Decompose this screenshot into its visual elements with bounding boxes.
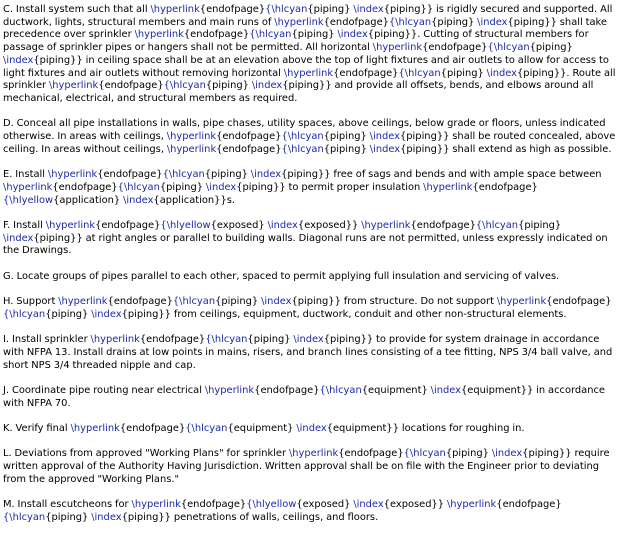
latex-command: {\hlcyan (487, 42, 530, 54)
text-run: {piping} (529, 42, 573, 54)
latex-command: {\hlcyan (3, 308, 46, 320)
text-run: {equipment}} in accordance with NFPA 70. (3, 384, 605, 409)
text-run: {piping}} shall extend as high as possible. (400, 143, 612, 155)
text-run: E. Install (3, 169, 48, 181)
latex-command: \index (91, 308, 122, 320)
text-run: {piping}} require written approval of the Authority Having Jurisdiction. Written approval shall be on file with the Engineer prior to deviating from the approved "Working Plans." (3, 448, 610, 485)
latex-command: \hyperlink (45, 219, 96, 231)
text-run: {application} (53, 194, 124, 206)
text-run: {endofpage} (97, 169, 163, 181)
latex-command: \hyperlink (90, 334, 140, 346)
text-run: {piping} (204, 169, 251, 181)
latex-command: \index (205, 181, 237, 193)
latex-command: \hyperlink (283, 67, 334, 79)
text-run: K. Verify final (3, 423, 71, 435)
latex-command: \index (353, 499, 384, 511)
latex-command: \hyperlink (3, 181, 53, 193)
text-run: {piping} (247, 334, 294, 346)
text-run: {piping} (323, 143, 370, 155)
text-run: J. Coordinate pipe routing near electrical (3, 384, 205, 396)
text-run: F. Install (3, 219, 46, 231)
text-run: {equipment} (361, 384, 431, 396)
latex-command: \hyperlink (48, 80, 99, 92)
latex-command: {\hlcyan (162, 169, 205, 181)
latex-command: \index (267, 219, 298, 231)
latex-command: \hyperlink (70, 423, 120, 435)
text-run: {piping}} penetrations of walls, ceilings, and floors. (121, 511, 379, 523)
latex-command: \index (353, 4, 384, 15)
latex-command: {\hlcyan (281, 131, 324, 143)
text-run: {piping} (205, 80, 252, 92)
text-run: {piping} (215, 296, 262, 308)
text-run: {equipment} (227, 423, 297, 435)
text-run: {endofpage} (216, 131, 282, 143)
latex-command: \hyperlink (166, 143, 217, 155)
paragraph-c (3, 4, 619, 106)
latex-command: \hyperlink (134, 29, 184, 41)
latex-command: \index (91, 511, 122, 523)
latex-command: \hyperlink (47, 169, 98, 181)
latex-command: \hyperlink (288, 448, 339, 460)
text-run: {endofpage} (139, 334, 206, 346)
text-run: {endofpage} (338, 448, 404, 460)
latex-command: {\hlcyan (185, 423, 228, 435)
text-run: {endofpage} (216, 143, 282, 155)
text-run: {endofpage} (472, 181, 538, 193)
text-run: L. Deviations from approved "Working Plans" for sprinkler (3, 448, 289, 460)
paragraph-j (3, 385, 619, 410)
text-run: {piping} (291, 29, 338, 41)
latex-command: \index (491, 448, 523, 460)
paragraph-d (3, 118, 619, 156)
latex-command: \index (123, 194, 154, 206)
latex-command: \index (477, 16, 508, 28)
text-run: {piping}} shall be routed concealed, above ceiling. In areas without ceilings, (3, 131, 616, 155)
text-run: G. Locate groups of pipes parallel to each other, spaced to permit applying full insulation and servicing of valves. (3, 270, 560, 282)
text-run: {endofpage} (323, 16, 389, 28)
text-run: {endofpage} (95, 219, 161, 231)
latex-command: \hyperlink (274, 16, 324, 28)
latex-command: \index (3, 232, 34, 244)
paragraph-g (3, 271, 619, 284)
text-run: {equipment}} locations for roughing in. (326, 423, 525, 435)
latex-command: \hyperlink (166, 131, 217, 143)
text-run: {piping}} from structure. Do not support (291, 296, 497, 308)
text-run: {piping} (159, 181, 206, 193)
text-run: {endofpage} (496, 499, 562, 511)
text-run: {piping} (45, 308, 92, 320)
text-run: {endofpage} (52, 181, 118, 193)
text-run: {exposed}} (383, 499, 447, 511)
text-run: {piping}}. Cutting of structural members for passage of sprinkler pipes or hangers shall not be permitted. All horizontal (3, 29, 589, 54)
latex-command: \index (251, 80, 283, 92)
latex-command: \hyperlink (496, 296, 547, 308)
paragraph-l (3, 448, 619, 486)
text-run: H. Support (3, 296, 59, 308)
text-run: {endofpage} (107, 296, 173, 308)
text-run: {endofpage} (183, 29, 250, 41)
latex-command: \index (430, 384, 461, 396)
latex-command: \index (3, 54, 34, 66)
text-run: {endofpage} (98, 80, 164, 92)
latex-command: \hyperlink (423, 181, 473, 193)
text-run: {endofpage} (546, 296, 612, 308)
latex-command: {\hlcyan (403, 448, 446, 460)
latex-command: \hyperlink (446, 499, 497, 511)
paragraph-h (3, 296, 619, 321)
latex-command: {\hlyellow (160, 219, 211, 231)
text-run: {piping} (518, 219, 562, 231)
latex-command: {\hlcyan (249, 29, 292, 41)
latex-command: {\hlcyan (319, 384, 362, 396)
text-run: {endofpage} (333, 67, 399, 79)
latex-command: \hyperlink (361, 219, 411, 231)
latex-command: \index (293, 334, 324, 346)
latex-command: \hyperlink (372, 42, 423, 54)
text-run: {piping} (431, 16, 478, 28)
text-run: {endofpage} (119, 423, 186, 435)
latex-command: \index (296, 423, 327, 435)
text-run: {piping}} to provide for system drainage in accordance with NFPA 13. Install drains at low points in mains, risers, and branch lines consisting of a tee fitting, NPS 3/4 ball valve, and short NPS 3/4 threaded nipple and cap. (3, 334, 613, 371)
latex-command: {\hlcyan (117, 181, 160, 193)
latex-command: \hyperlink (131, 499, 181, 511)
text-run: M. Install escutcheons for (3, 499, 132, 511)
text-run: {exposed} (210, 219, 268, 231)
latex-command: {\hlcyan (281, 143, 324, 155)
paragraph-m (3, 499, 619, 524)
latex-command: {\hlcyan (172, 296, 216, 308)
text-run: {piping}} at right angles or parallel to building walls. Diagonal runs are not permitted, unless expressly indicated on the Drawings. (3, 232, 608, 257)
latex-command: \index (250, 169, 282, 181)
paragraph-k (3, 423, 619, 436)
latex-command: \hyperlink (58, 296, 108, 308)
text-run: {piping}} is rigidly secured and supported. All ductwork, lights, structural members and main runs of (3, 4, 613, 28)
text-run: I. Install sprinkler (3, 334, 91, 346)
text-run: {endofpage} (254, 384, 320, 396)
text-run: {endofpage} (180, 499, 247, 511)
text-run: {piping} (323, 131, 370, 143)
latex-command: {\hlcyan (398, 67, 441, 79)
text-run: {piping}}. Route all sprinkler (3, 67, 616, 92)
latex-command: \index (337, 29, 368, 41)
text-run: {piping} (440, 67, 487, 79)
text-run: {piping} (45, 511, 92, 523)
text-run: {piping}} to permit proper insulation (236, 181, 424, 193)
latex-command: \index (369, 131, 400, 143)
latex-command: {\hlcyan (475, 219, 519, 231)
latex-command: {\hlcyan (388, 16, 432, 28)
text-run: {piping}} shall take precedence over sprinkler (3, 16, 607, 41)
text-run: {endofpage} (422, 42, 488, 54)
text-run: D. Conceal all pipe installations in walls, pipe chases, utility spaces, above ceilings, below grade or floors, unless indicated otherwise. In areas with ceilings, (3, 118, 606, 143)
text-run: {endofpage} (199, 4, 266, 15)
latex-command: \index (486, 67, 518, 79)
text-run: {exposed} (296, 499, 354, 511)
latex-command: \index (261, 296, 292, 308)
latex-command: {\hlcyan (163, 80, 206, 92)
text-run: {exposed}} (297, 219, 362, 231)
paragraph-e (3, 169, 619, 207)
latex-command: {\hlcyan (265, 4, 308, 15)
latex-command: {\hlyellow (246, 499, 297, 511)
latex-command: {\hlyellow (3, 194, 54, 206)
latex-command: \hyperlink (150, 4, 200, 15)
text-run: {piping}} from ceilings, equipment, ductwork, conduit and other non-structural elements. (121, 308, 567, 320)
paragraph-f (3, 220, 619, 258)
latex-command: \hyperlink (204, 384, 255, 396)
latex-command: \index (369, 143, 401, 155)
latex-command: {\hlcyan (3, 511, 46, 523)
latex-command: {\hlcyan (205, 334, 248, 346)
text-run: {piping}} and provide all offsets, bends, and elbows around all mechanical, electrical, and structural members as required. (3, 80, 594, 104)
paragraph-i (3, 334, 619, 372)
text-run: {piping} (445, 448, 492, 460)
text-run: {piping}} in ceiling space shall be at an elevation above the top of light fixtures and air outlets to allow for access to light fixtures and air outlets without removing horizontal (3, 54, 609, 79)
text-run: {application}}s. (153, 194, 236, 206)
text-run: {piping}} free of sags and bends and with ample space between (281, 169, 602, 181)
text-run: C. Install system such that all (3, 4, 151, 15)
text-run: {piping} (307, 4, 354, 15)
text-run: {endofpage} (410, 219, 476, 231)
